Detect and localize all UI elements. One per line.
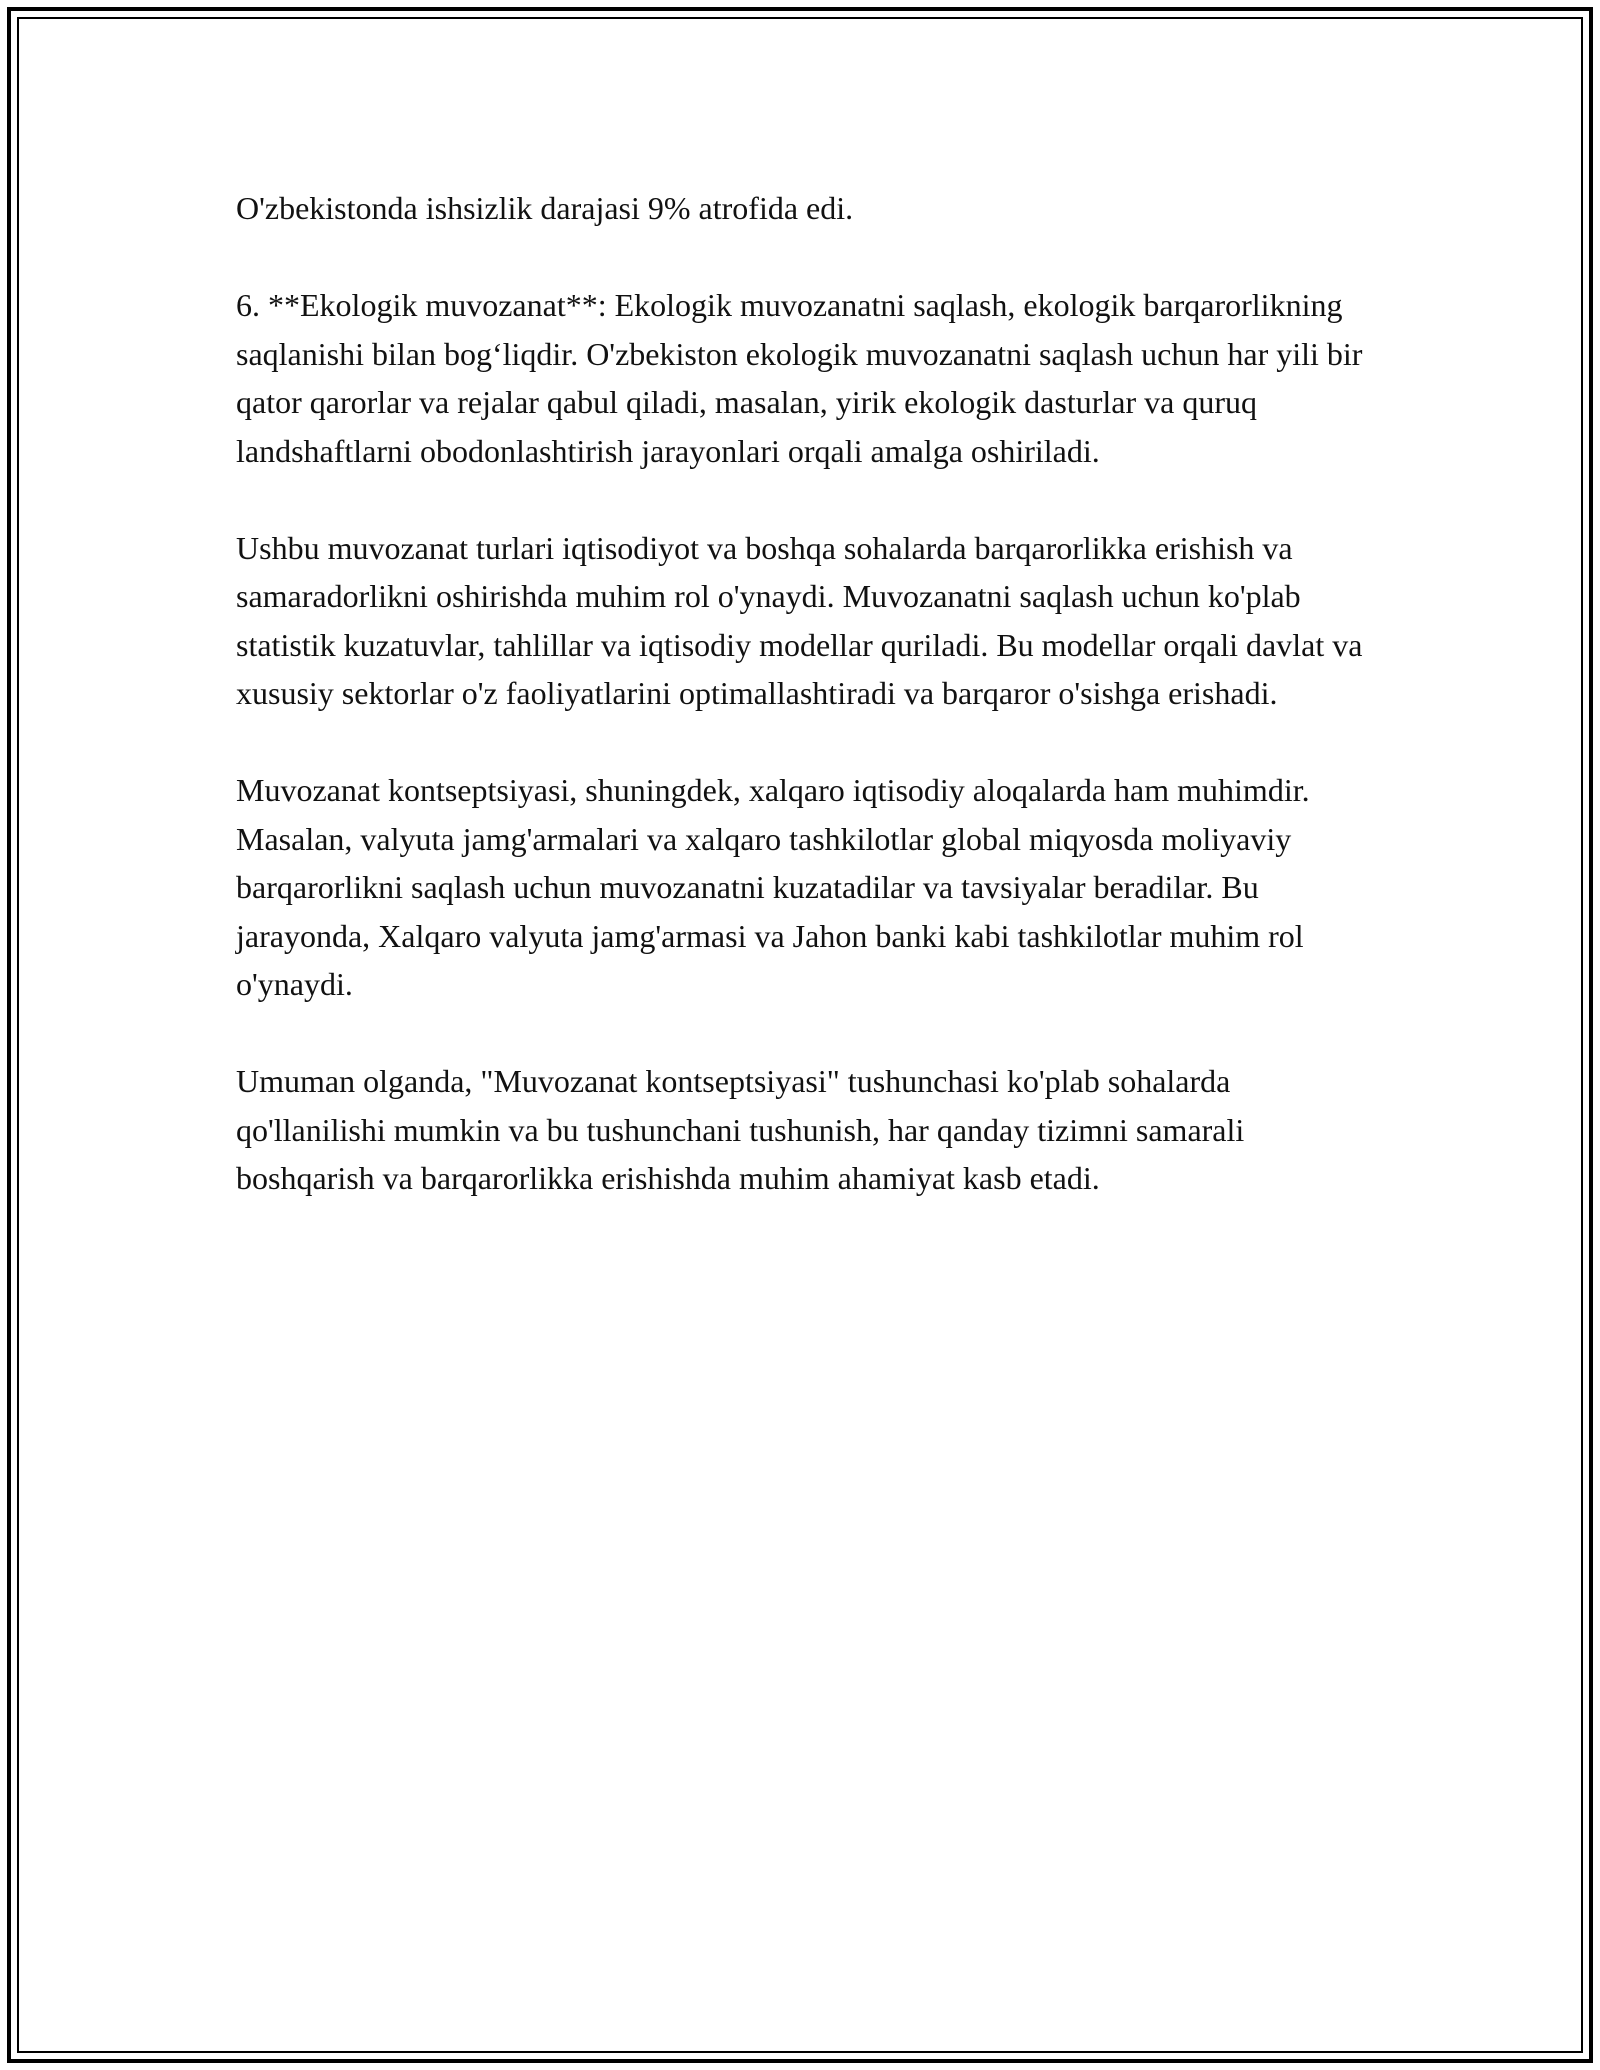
- paragraph-international-relations: Muvozanat kontseptsiyasi, shuningdek, xalqaro iqtisodiy aloqalarda ham muhimdir. Masalan, valyuta jamg'armalari va xalqaro tashkilotlar global miqyosda moliyaviy barqarorlikni saqlash uchun muvozanatni kuzatadilar va tavsiyalar beradilar. Bu jarayonda, Xalqaro valyuta jamg'armasi va Jahon banki kabi tashkilotlar muhim rol o'ynaydi.: [236, 772, 1310, 1002]
- paragraph-unemployment: O'zbekistonda ishsizlik darajasi 9% atrofida edi.: [236, 190, 854, 226]
- paragraph-ecological-balance: 6. **Ekologik muvozanat**: Ekologik muvozanatni saqlash, ekologik barqarorlikning saqlanishi bilan bog‘liqdir. O'zbekiston ekologik muvozanatni saqlash uchun har yili bir qator qarorlar va rejalar qabul qiladi, masalan, yirik ekologik dasturlar va quruq landshaftlarni obodonlashtirish jarayonlari orqali amalga oshiriladi.: [236, 287, 1363, 469]
- paragraph-balance-types: Ushbu muvozanat turlari iqtisodiyot va boshqa sohalarda barqarorlikka erishish va samaradorlikni oshirishda muhim rol o'ynaydi. Muvozanatni saqlash uchun ko'plab statistik kuzatuvlar, tahlillar va iqtisodiy modellar quriladi. Bu modellar orqali davlat va xususiy sektorlar o'z faoliyatlarini optimallashtiradi va barqaror o'sishga erishadi.: [236, 529, 1363, 711]
- paragraph-conclusion: Umuman olganda, "Muvozanat kontseptsiyasi" tushunchasi ko'plab sohalarda qo'llanilishi mumkin va bu tushunchani tushunish, har qanday tizimni samarali boshqarish va barqarorlikka erishishda muhim ahamiyat kasb etadi.: [236, 1063, 1245, 1196]
- document-body: [236, 184, 1376, 1251]
